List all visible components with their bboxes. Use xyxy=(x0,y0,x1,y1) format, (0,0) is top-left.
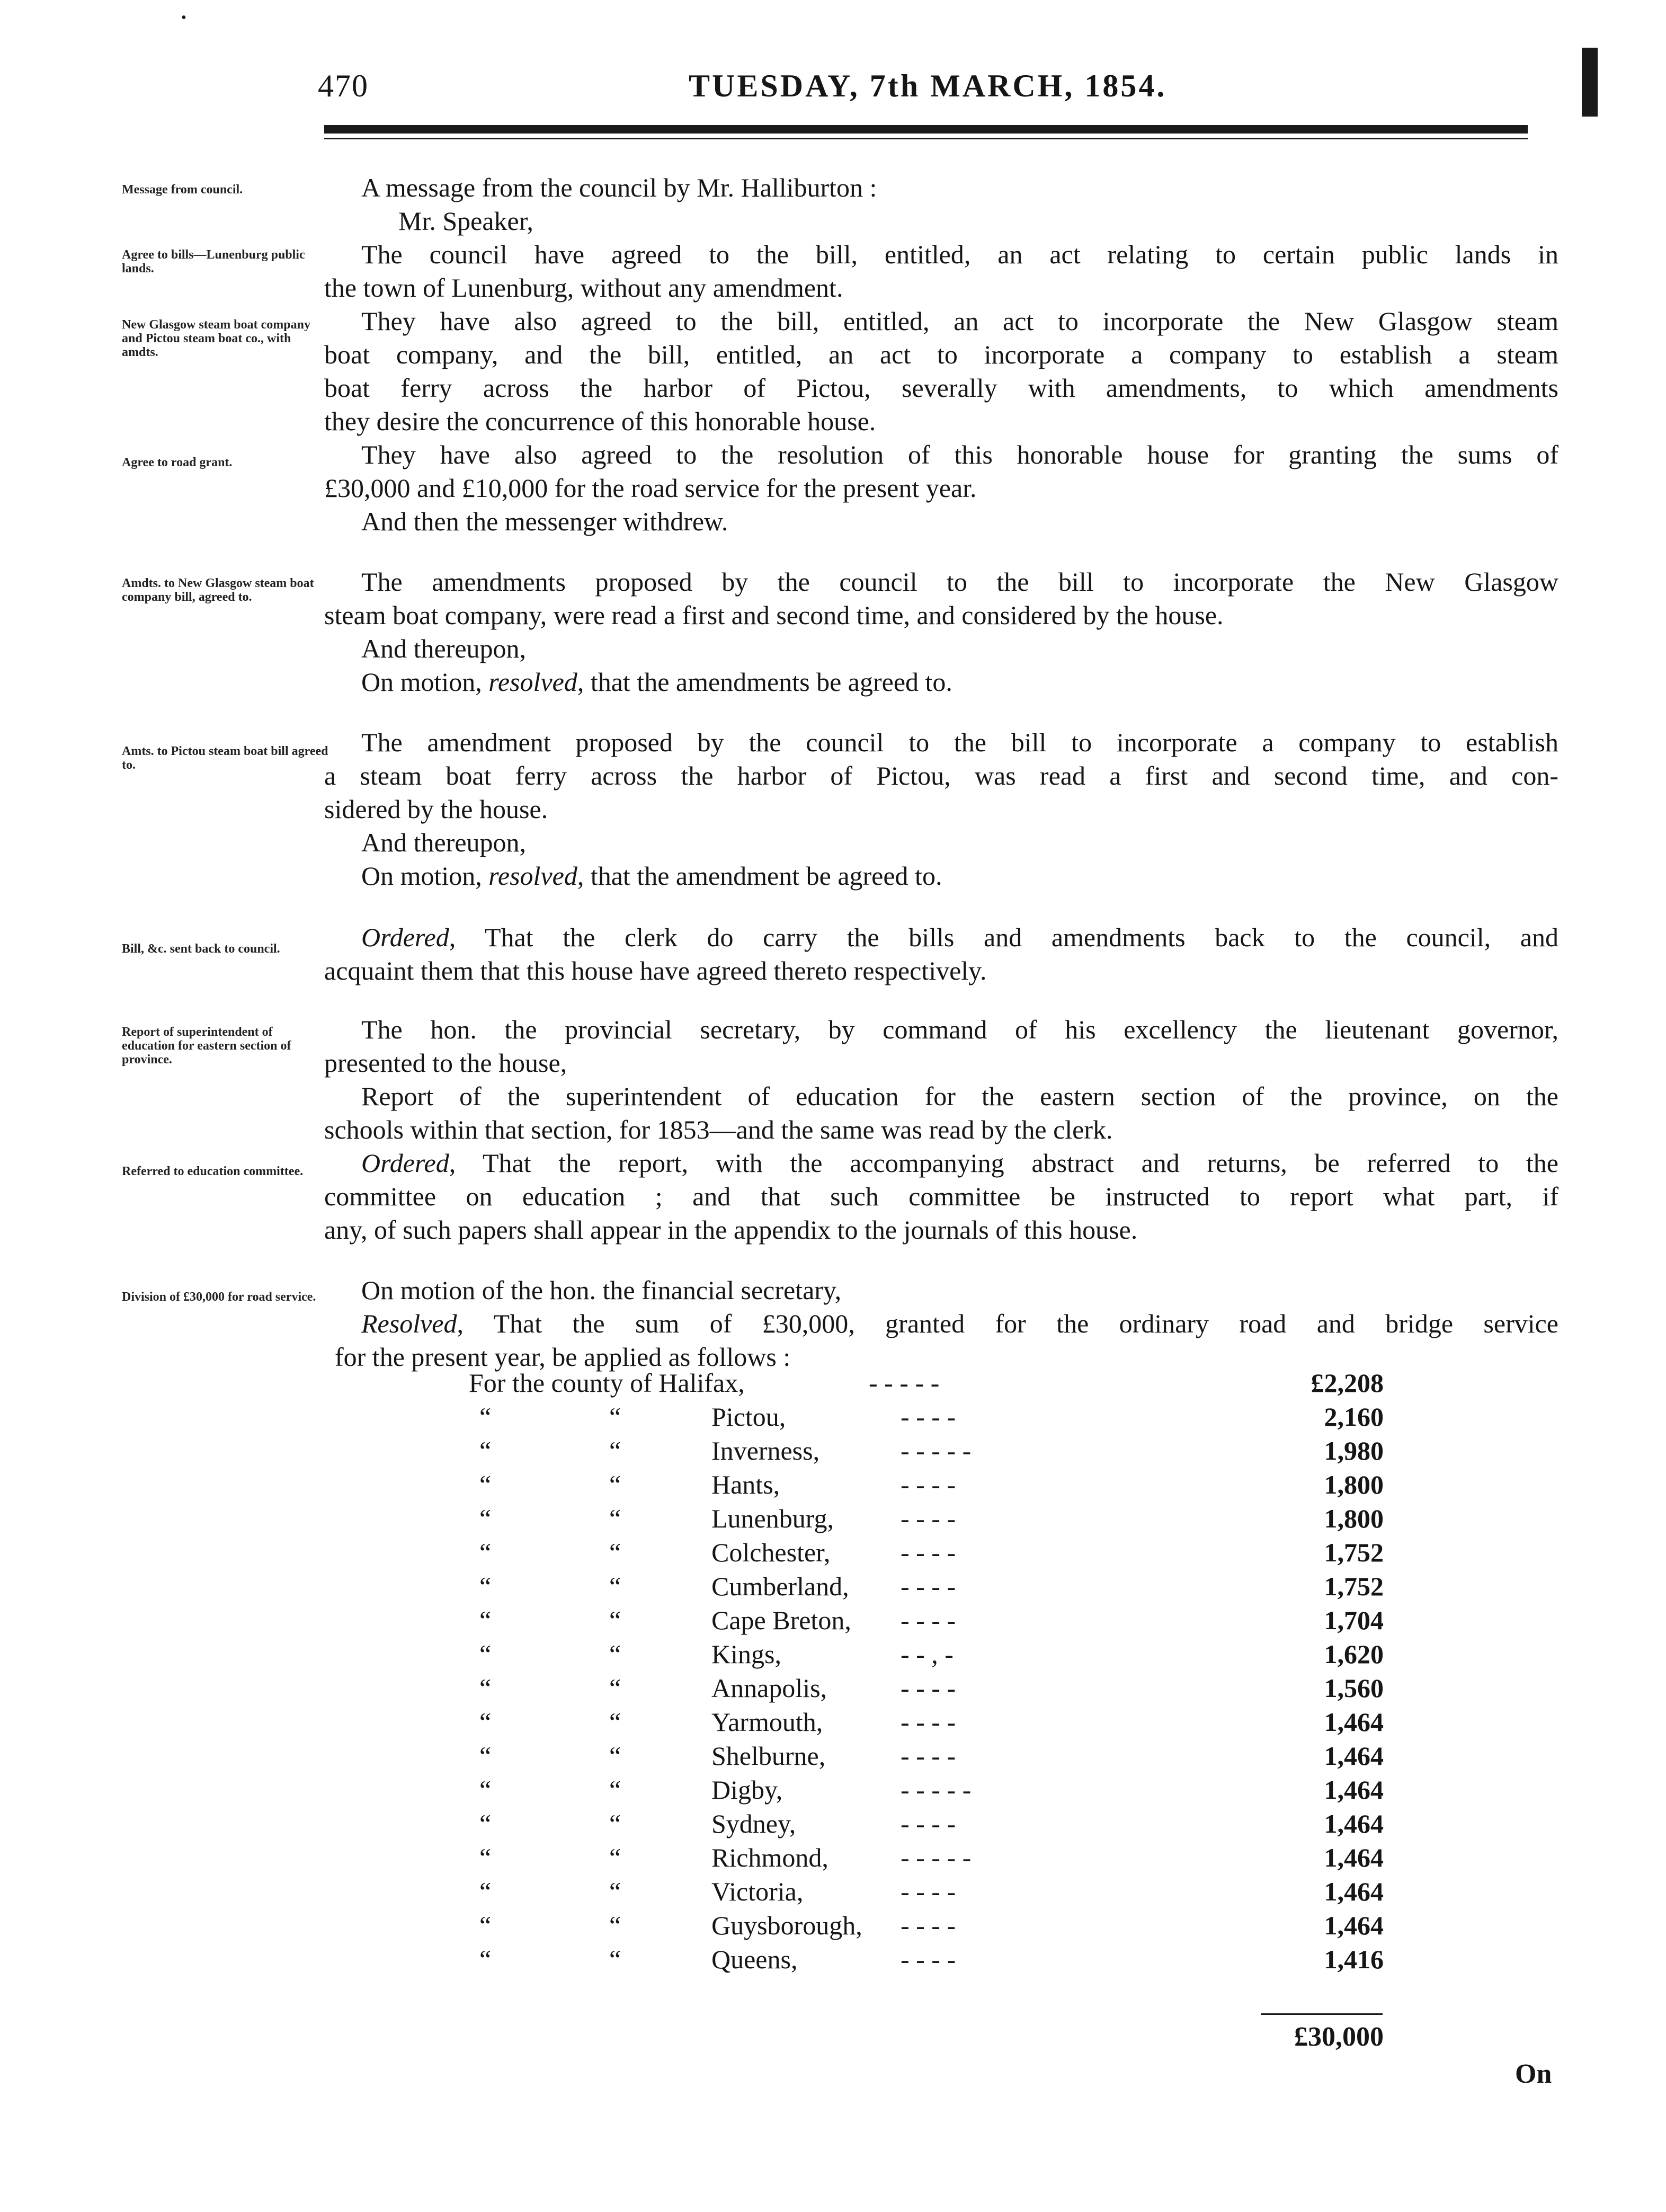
table-row: For the county of Halifax, - - - - - £2,208 xyxy=(469,1368,1384,1398)
stray-ink-mark: • xyxy=(181,10,186,26)
catchword: On xyxy=(1515,2059,1552,2089)
table-row: “ “ Inverness, - - - - - 1,980 xyxy=(479,1436,1384,1465)
paragraph-road-grant: They have also agreed to the resolution of this honorable house for granting the sums of £30,000 and £10,000 for the road service for the present year. And then the messenger withdrew. xyxy=(324,440,1558,536)
total-rule xyxy=(1261,2013,1383,2015)
table-row: “ “ Digby, - - - - - 1,464 xyxy=(479,1775,1384,1805)
table-row: “ “ Cumberland, - - - - 1,752 xyxy=(479,1571,1384,1601)
paragraph-education-referral: Ordered, That the report, with the accompanying abstract and returns, be referred to the committee on education ; and that such committee be instructed to report what part, if any, of such papers shall appear in the appendix to the journals of this house. xyxy=(324,1148,1558,1245)
paragraph-lunenburg-bill: The council have agreed to the bill, entitled, an act relating to certain public lands in the town of Lunenburg, without any amendment. xyxy=(324,239,1558,303)
margin-note: Bill, &c. sent back to council. xyxy=(122,942,280,956)
motion-line: On motion, resolved, that the amendments be agreed to. xyxy=(361,667,952,697)
table-row: “ “ Hants, - - - - 1,800 xyxy=(479,1470,1384,1499)
margin-note: Message from council. xyxy=(122,183,243,197)
paragraph-road-division: On motion of the hon. the financial secretary, Resolved, That the sum of £30,000, granted for the ordinary road and bridge service for the present year, be applied as follows : xyxy=(335,1275,1558,1372)
margin-note: Referred to education committee. xyxy=(122,1165,304,1178)
table-row: “ “ Richmond, - - - - - 1,464 xyxy=(479,1843,1384,1872)
paragraph-pictou-amendment: The amendment proposed by the council to the bill to incorporate a company to establish a steam boat ferry across the harbor of Pictou, was read a first and second time, and con- sidered by the house. And thereupon, On motion, resolved, that the amendment be agreed to. xyxy=(324,726,1558,893)
paragraph-council-message: A message from the council by Mr. Halliburton : Mr. Speaker, xyxy=(361,173,877,236)
table-row: “ “ Kings, - - , - 1,620 xyxy=(479,1639,1384,1669)
page-number: 470 xyxy=(318,68,369,103)
table-row: “ “ Shelburne, - - - - 1,464 xyxy=(479,1741,1384,1771)
motion-line: On motion, resolved, that the amendment be agreed to. xyxy=(361,861,942,891)
page-title: TUESDAY, 7th MARCH, 1854. xyxy=(689,68,1167,103)
paragraph-steam-boat-bills: They have also agreed to the bill, entitled, an act to incorporate the New Glasgow steam boat company, and the bill, entitled, an act to incorporate a company to establish a steam boat ferry across the harbor of Pictou, severally with amendments, to which amendments they desire the concurrence of this honorable house. xyxy=(324,306,1558,436)
binding-edge-bar xyxy=(1582,48,1598,117)
margin-note: Division of £30,000 for road service. xyxy=(122,1290,316,1304)
paragraph-bills-sent-back: Ordered, That the clerk do carry the bills and amendments back to the council, and acquaint them that this house have agreed thereto respectively. xyxy=(324,922,1558,985)
table-row: “ “ Queens, - - - - 1,416 xyxy=(479,1944,1384,1974)
table-row: “ “ Annapolis, - - - - 1,560 xyxy=(479,1673,1384,1703)
margin-note: Amdts. to New Glasgow steam boat company bill, agreed to. xyxy=(122,576,314,604)
table-row: “ “ Victoria, - - - - 1,464 xyxy=(479,1877,1384,1906)
margin-note: New Glasgow steam boat company and Pictou steam boat co., with amdts. xyxy=(122,318,310,359)
margin-note: Agree to road grant. xyxy=(122,456,233,469)
margin-note: Agree to bills—Lunenburg public lands. xyxy=(122,248,305,276)
table-row: “ “ Cape Breton, - - - - 1,704 xyxy=(479,1605,1384,1635)
table-row: “ “ Guysborough, - - - - 1,464 xyxy=(479,1911,1384,1940)
margin-note: Amts. to Pictou steam boat bill agreed to. xyxy=(122,744,328,772)
running-header xyxy=(318,68,1526,110)
header-rule-thin xyxy=(324,138,1528,139)
table-row: “ “ Pictou, - - - - 2,160 xyxy=(479,1402,1384,1432)
table-row: “ “ Colchester, - - - - 1,752 xyxy=(479,1538,1384,1567)
table-row: “ “ Lunenburg, - - - - 1,800 xyxy=(479,1504,1384,1533)
margin-note: Report of superintendent of education for eastern section of province. xyxy=(122,1025,291,1067)
allocation-total: £30,000 xyxy=(1294,2022,1384,2052)
table-row: “ “ Yarmouth, - - - - 1,464 xyxy=(479,1707,1384,1737)
paragraph-education-report: The hon. the provincial secretary, by command of his excellency the lieutenant governor, presented to the house, Report of the superintendent of education for the eastern section of the province, on the schools within that section, for 1853—and the same was read by the clerk. xyxy=(324,1015,1558,1144)
header-rule-thick xyxy=(324,125,1528,134)
table-row: “ “ Sydney, - - - - 1,464 xyxy=(479,1809,1384,1838)
paragraph-new-glasgow-amendments: The amendments proposed by the council to the bill to incorporate the New Glasgow steam boat company, were read a first and second time, and considered by the house. And thereupon, On motion, resolved, that the amendments be agreed to. xyxy=(324,565,1558,699)
